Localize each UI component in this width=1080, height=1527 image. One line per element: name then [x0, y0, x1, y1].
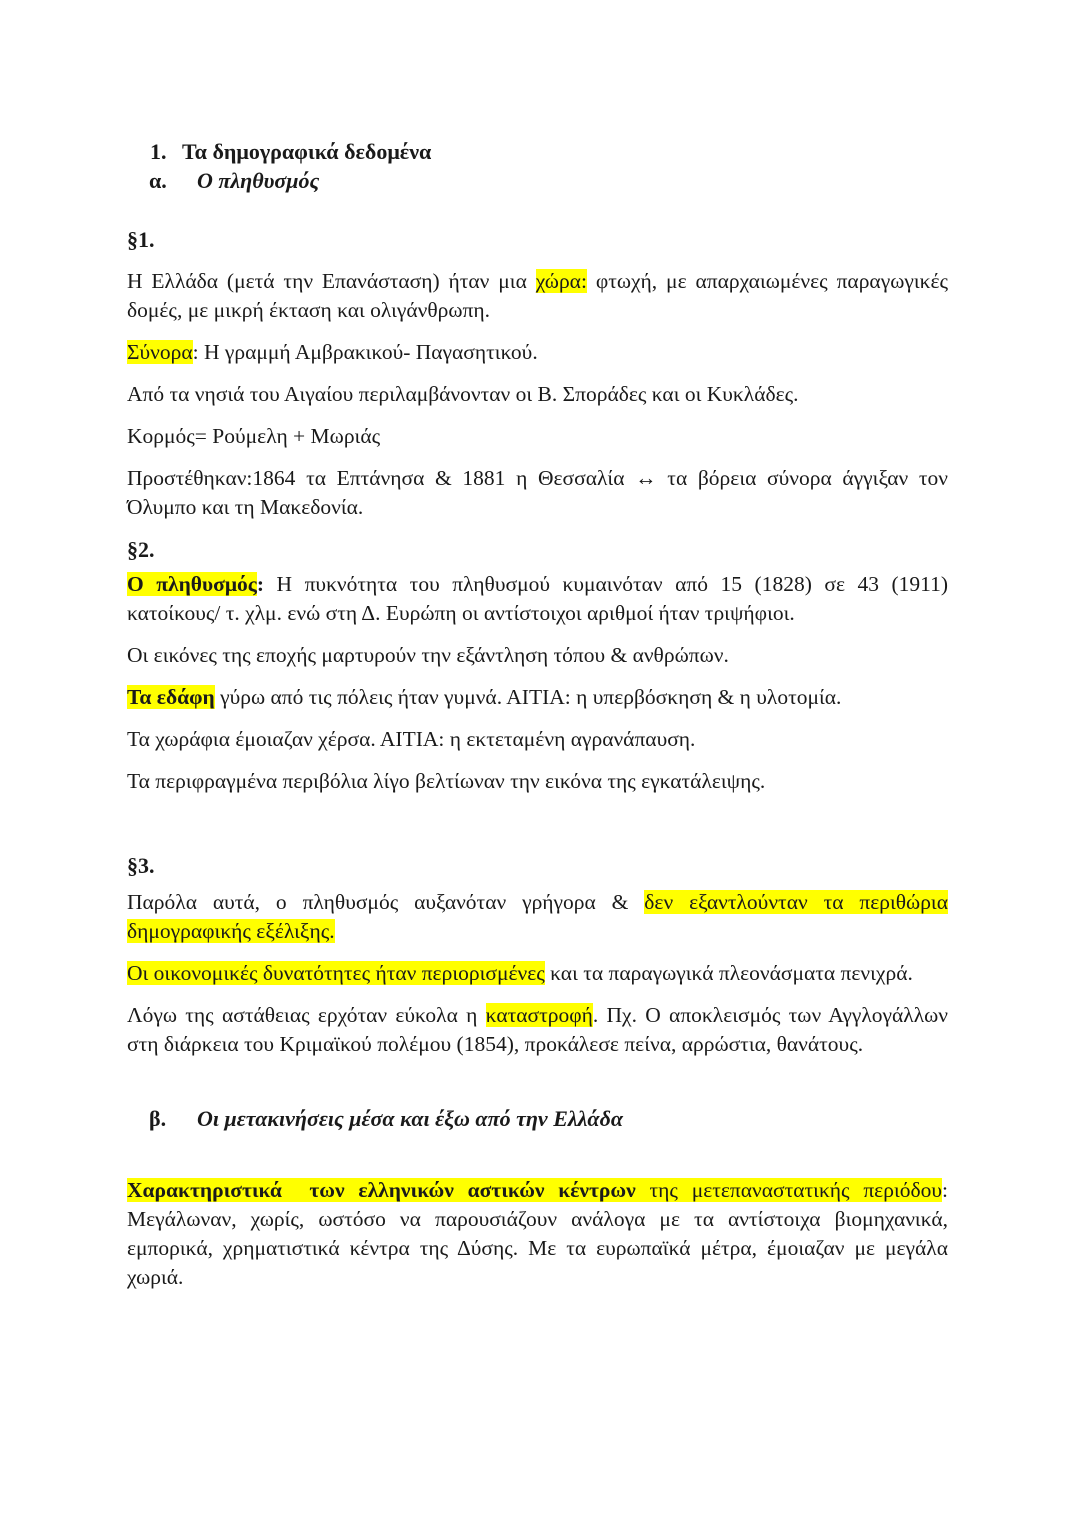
paragraph	[127, 641, 948, 670]
text-run: :	[256, 572, 265, 596]
paragraph	[127, 422, 948, 451]
list-marker: β.	[149, 1106, 167, 1131]
section-label-3: §3.	[127, 853, 155, 878]
text-run: Οι εικόνες της εποχής μαρτυρούν την εξάντληση τόπου & ανθρώπων.	[127, 643, 729, 667]
highlight-run: Οι οικονομικές δυνατότητες ήταν περιορισμένες	[127, 961, 545, 985]
highlight-run: Τα εδάφη	[127, 685, 215, 709]
text-run: : Η γραμμή Αμβρακικού- Παγασητικού.	[192, 340, 538, 364]
paragraph	[127, 767, 948, 796]
paragraph	[127, 888, 948, 946]
text-run: :	[942, 1178, 948, 1202]
list-marker: 1.	[150, 139, 167, 164]
text-run: γύρω από τις πόλεις ήταν γυμνά. ΑΙΤΙΑ: η υπερβόσκηση & η υλοτομία.	[214, 685, 842, 709]
paragraph	[127, 959, 948, 988]
paragraph	[127, 380, 948, 409]
paragraph	[127, 267, 948, 325]
paragraph	[127, 464, 948, 522]
section-label-2: §2.	[127, 537, 155, 562]
text-run: Τα περιφραγμένα περιβόλια λίγο βελτίωναν την εικόνα της εγκατάλειψης.	[127, 769, 766, 793]
paragraph	[127, 683, 948, 712]
text-run: φτωχή, με απαρχαιωμένες παραγωγικές δομές, με μικρή έκταση και ολιγάνθρωπη.	[127, 269, 949, 322]
section-label-1: §1.	[127, 227, 155, 252]
highlight-run: χώρα:	[535, 269, 587, 293]
list-marker: α.	[149, 168, 167, 193]
paragraph	[127, 338, 948, 367]
paragraph	[127, 1176, 948, 1292]
text-run: Κορμός= Ρούμελη + Μωριάς	[127, 424, 381, 448]
text-run: Προστέθηκαν:1864 τα Επτάνησα & 1881 η Θεσσαλία ↔ τα βόρεια σύνορα άγγιξαν τον Όλυμπο και τη Μακεδονία.	[127, 466, 948, 519]
text-run: Η πυκνότητα του πληθυσμού κυμαινόταν από 15 (1828) σε 43 (1911) κατοίκους/ τ. χλμ. ενώ στη Δ. Ευρώπη οι αντίστοιχοι αριθμοί ήταν τριψήφιοι.	[127, 572, 948, 625]
text-run: . Πχ. Ο αποκλεισμός των Αγγλογάλλων στη διάρκεια του Κριμαϊκού πολέμου (1854), προκάλεσε πείνα, αρρώστια, θανάτους.	[127, 1003, 948, 1056]
highlight-run: Ο πληθυσμός	[127, 572, 257, 596]
highlight-run: δεν εξαντλούνταν τα περιθώρια δημογραφικής εξέλιξης.	[127, 890, 948, 943]
highlight-run: καταστροφή	[485, 1003, 593, 1027]
text-run: και τα παραγωγικά πλεονάσματα πενιχρά.	[544, 961, 913, 985]
paragraph	[127, 570, 948, 628]
text-run: Λόγω της αστάθειας ερχόταν εύκολα η	[127, 1003, 486, 1027]
text-run: Η Ελλάδα (μετά την Επανάσταση) ήταν μια	[127, 269, 536, 293]
heading-numbered	[127, 137, 948, 166]
paragraph	[127, 1001, 948, 1059]
heading-text: Ο πληθυσμός	[197, 168, 320, 193]
text-run: Από τα νησιά του Αιγαίου περιλαμβάνονταν οι Β. Σποράδες και οι Κυκλάδες.	[127, 382, 799, 406]
heading-letter-b	[127, 1104, 948, 1133]
heading-letter-a	[127, 166, 948, 195]
heading-text: Τα δημογραφικά δεδομένα	[182, 139, 432, 164]
heading-text: Οι μετακινήσεις μέσα και έξω από την Ελλάδα	[197, 1106, 624, 1131]
highlight-run: της μετεπαναστατικής περιόδου	[635, 1178, 942, 1202]
paragraph	[127, 725, 948, 754]
text-run: Παρόλα αυτά, ο πληθυσμός αυξανόταν γρήγορα &	[127, 890, 645, 914]
text-run: Μεγάλωναν, χωρίς, ωστόσο να παρουσιάζουν ανάλογα με τα αντίστοιχα βιομηχανικά, εμπορικά, χρηματιστικά κέντρα της Δύσης. Με τα ευρωπαϊκά μέτρα, έμοιαζαν με μεγάλα χωριά.	[127, 1207, 948, 1289]
highlight-run: Σύνορα	[127, 340, 193, 364]
highlight-run: Χαρακτηριστικά των ελληνικών αστικών κέντρων	[127, 1178, 636, 1202]
text-run: Τα χωράφια έμοιαζαν χέρσα. ΑΙΤΙΑ: η εκτεταμένη αγρανάπαυση.	[127, 727, 696, 751]
